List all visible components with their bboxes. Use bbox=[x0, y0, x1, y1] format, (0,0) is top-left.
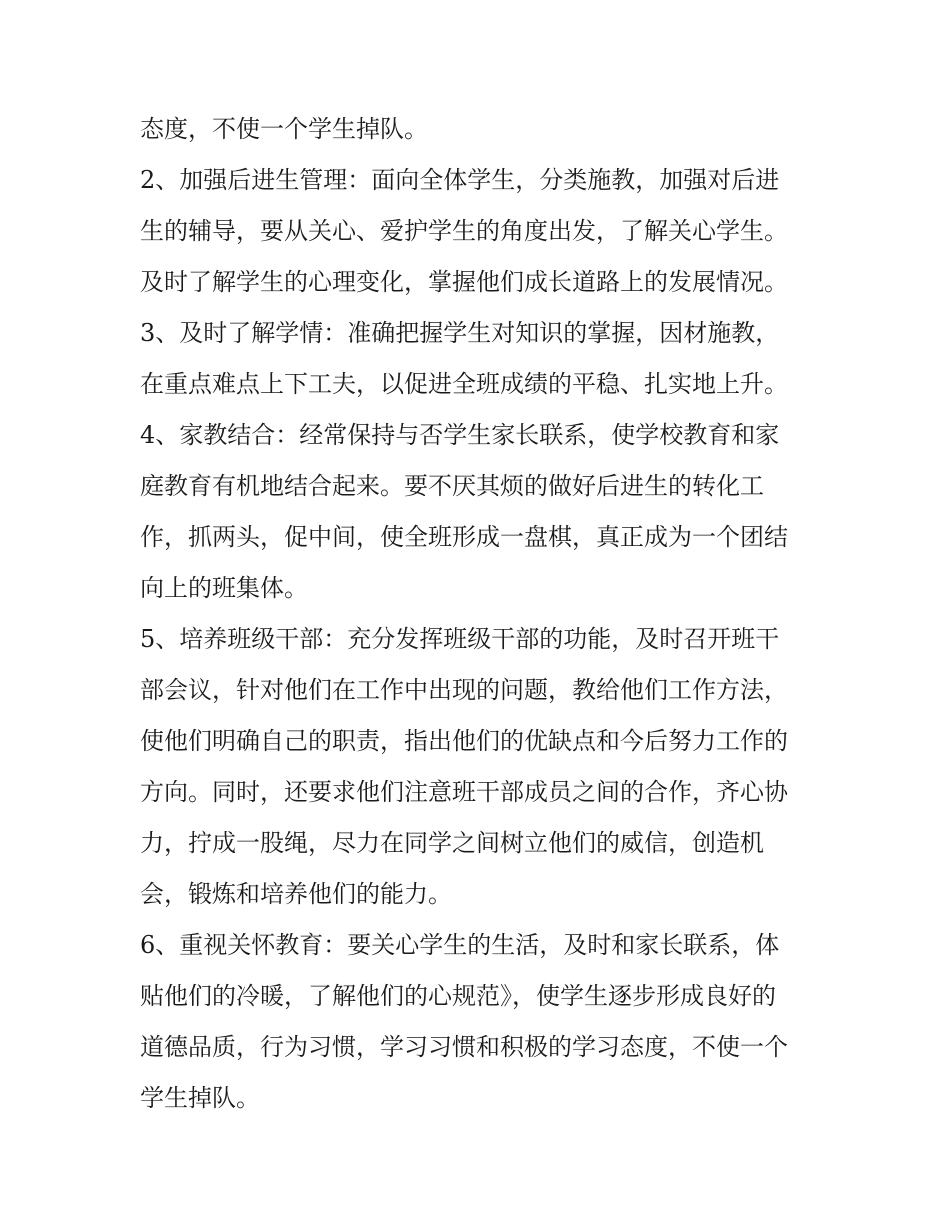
text-line: 部会议，针对他们在工作中出现的问题，教给他们工作方法， bbox=[140, 676, 788, 704]
text-line: 向上的班集体。 bbox=[140, 574, 308, 602]
text-line: 使他们明确自己的职责，指出他们的优缺点和今后努力工作的 bbox=[140, 727, 788, 755]
text-line: 方向。同时，还要求他们注意班干部成员之间的合作，齐心协 bbox=[140, 778, 788, 806]
text-line: 庭教育有机地结合起来。要不厌其烦的做好后进生的转化工 bbox=[140, 472, 764, 500]
text-line: 6、重视关怀教育：要关心学生的生活，及时和家长联系，体 bbox=[140, 931, 780, 959]
text-line: 生的辅导，要从关心、爱护学生的角度出发，了解关心学生。 bbox=[140, 217, 788, 245]
text-line: 4、家教结合：经常保持与否学生家长联系，使学校教育和家 bbox=[140, 421, 780, 449]
text-line: 5、培养班级干部：充分发挥班级干部的功能，及时召开班干 bbox=[140, 625, 780, 653]
text-line: 会，锻炼和培养他们的能力。 bbox=[140, 880, 452, 908]
document-body bbox=[140, 104, 820, 1124]
text-line: 力，拧成一股绳，尽力在同学之间树立他们的威信，创造机 bbox=[140, 829, 764, 857]
text-line: 及时了解学生的心理变化，掌握他们成长道路上的发展情况。 bbox=[140, 268, 788, 296]
text-line: 作，抓两头，促中间，使全班形成一盘棋，真正成为一个团结 bbox=[140, 523, 788, 551]
text-line: 学生掉队。 bbox=[140, 1084, 260, 1112]
text-line: 3、及时了解学情：准确把握学生对知识的掌握，因材施教， bbox=[140, 319, 780, 347]
text-line: 在重点难点上下工夫，以促进全班成绩的平稳、扎实地上升。 bbox=[140, 370, 788, 398]
text-line: 道德品质，行为习惯，学习习惯和积极的学习态度，不使一个 bbox=[140, 1033, 788, 1061]
text-line: 贴他们的冷暖，了解他们的心规范》，使学生逐步形成良好的 bbox=[140, 982, 776, 1010]
text-line: 2、加强后进生管理：面向全体学生，分类施教，加强对后进 bbox=[140, 166, 780, 194]
text-line: 态度，不使一个学生掉队。 bbox=[140, 115, 428, 143]
